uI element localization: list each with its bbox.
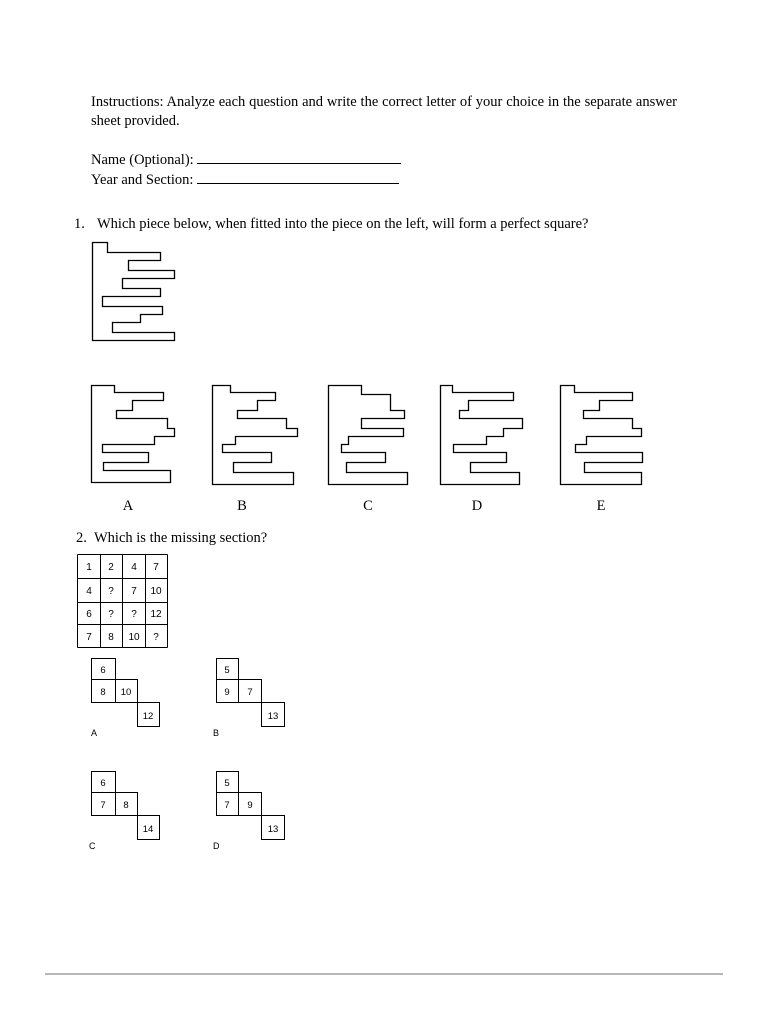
grid-cell-r3-c1: 6 — [86, 609, 92, 620]
grid-cell-r3-c3: ? — [131, 609, 137, 620]
year-section-field[interactable] — [197, 170, 399, 184]
question-2-option-a[interactable] — [86, 656, 166, 741]
option-c-mid-left-cell: 7 — [100, 800, 106, 811]
grid-cell-r1-c4: 7 — [153, 562, 159, 573]
question-1-option-c-piece[interactable] — [323, 380, 423, 490]
option-d-mid-left-cell: 7 — [224, 800, 230, 811]
question-2-number-grid — [76, 553, 170, 649]
grid-cell-r3-c2: ? — [108, 609, 114, 620]
grid-cell-r2-c4: 10 — [150, 586, 162, 597]
question-1-option-e-label: E — [596, 498, 606, 514]
question-1-option-a-piece[interactable] — [86, 380, 186, 490]
option-d-corner-cell: 13 — [267, 824, 279, 835]
question-1-option-c-label: C — [363, 498, 373, 514]
option-a-corner-cell: 12 — [142, 711, 154, 722]
option-c-top-cell: 6 — [100, 778, 106, 789]
question-2-number: 2. — [76, 530, 87, 546]
grid-cell-r1-c3: 4 — [131, 562, 137, 573]
question-1-option-d-label: D — [471, 498, 483, 514]
grid-cell-r4-c3: 10 — [128, 632, 140, 643]
option-b-label: B — [213, 728, 220, 738]
option-d-mid-right-cell: 9 — [247, 800, 253, 811]
question-2-text: Which is the missing section? — [94, 530, 268, 546]
question-1-reference-piece — [88, 238, 183, 344]
question-2-option-c[interactable] — [86, 769, 166, 854]
question-1-text: Which piece below, when fitted into the piece on the left, will form a perfect square? — [97, 216, 589, 232]
option-c-corner-cell: 14 — [142, 824, 154, 835]
option-a-mid-right-cell: 10 — [120, 687, 132, 698]
name-field-row — [91, 150, 401, 169]
year-section-label: Year and Section: — [91, 172, 194, 188]
question-1-number: 1. — [74, 216, 85, 232]
option-a-mid-left-cell: 8 — [100, 687, 106, 698]
name-label: Name (Optional): — [91, 152, 194, 168]
instructions-text: Instructions: Analyze each question and write the correct letter of your choice in the separate answer sheet provided. — [91, 94, 677, 129]
option-b-mid-left-cell: 9 — [224, 687, 230, 698]
question-2-option-d[interactable] — [211, 769, 291, 854]
grid-cell-r4-c2: 8 — [108, 632, 114, 643]
year-section-field-row — [91, 170, 399, 189]
option-d-label: D — [213, 841, 220, 851]
question-1-option-e-piece[interactable] — [555, 380, 655, 490]
question-1-option-d-piece[interactable] — [435, 380, 535, 490]
grid-cell-r4-c4: ? — [153, 632, 159, 643]
grid-cell-r2-c3: 7 — [131, 586, 137, 597]
grid-cell-r3-c4: 12 — [150, 609, 162, 620]
option-b-mid-right-cell: 7 — [247, 687, 253, 698]
option-a-top-cell: 6 — [100, 665, 106, 676]
question-1-option-a-label: A — [122, 498, 134, 514]
grid-cell-r2-c1: 4 — [86, 586, 92, 597]
option-a-label: A — [91, 728, 98, 738]
option-d-top-cell: 5 — [224, 778, 230, 789]
footer-divider — [45, 973, 723, 975]
question-1-option-b-piece[interactable] — [207, 380, 307, 490]
question-2-option-b[interactable] — [211, 656, 291, 741]
grid-cell-r2-c2: ? — [108, 586, 114, 597]
option-b-top-cell: 5 — [224, 665, 230, 676]
option-c-label: C — [89, 841, 96, 851]
option-b-corner-cell: 13 — [267, 711, 279, 722]
grid-cell-r1-c1: 1 — [86, 562, 92, 573]
grid-cell-r1-c2: 2 — [108, 562, 114, 573]
option-c-mid-right-cell: 8 — [123, 800, 129, 811]
name-field[interactable] — [197, 150, 401, 164]
question-1-option-b-label: B — [237, 498, 247, 514]
grid-cell-r4-c1: 7 — [86, 632, 92, 643]
